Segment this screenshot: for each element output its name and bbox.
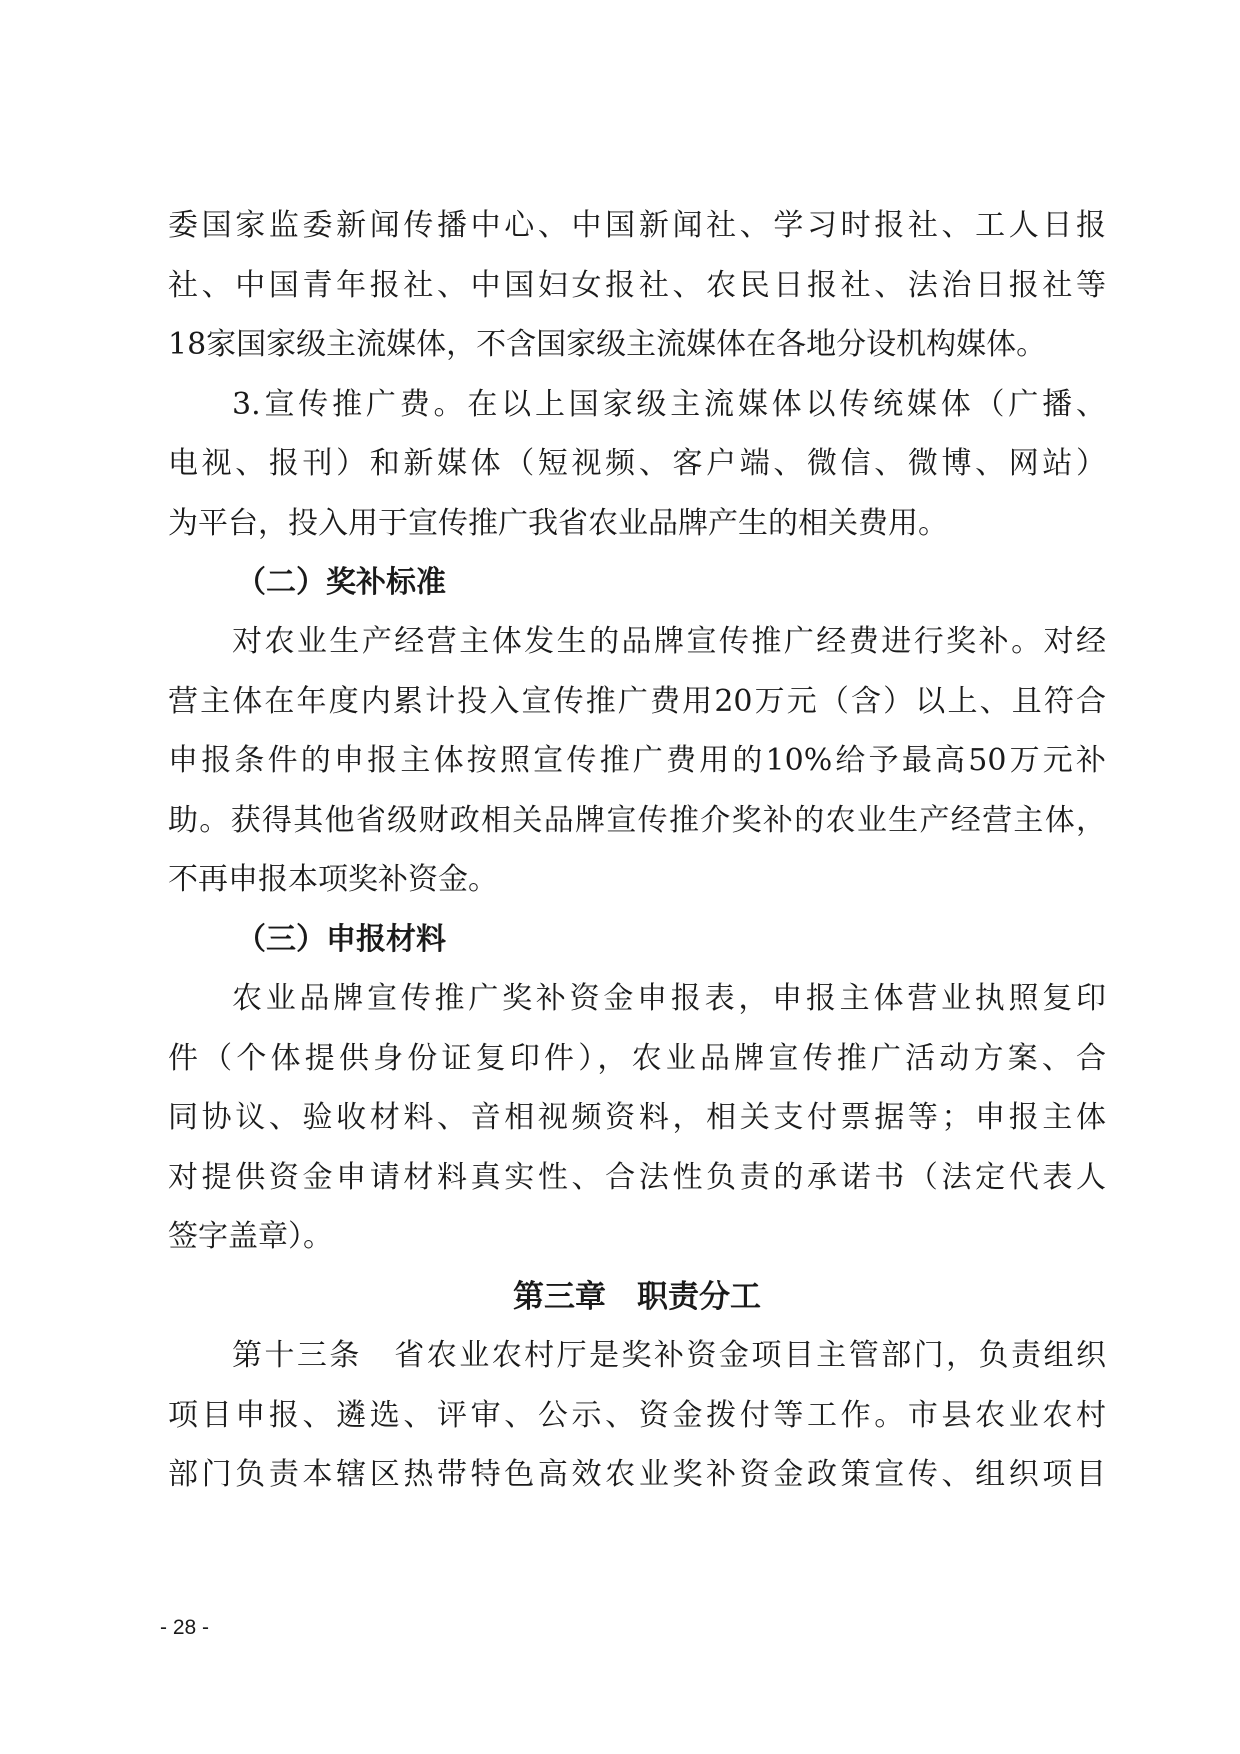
body-text-line: 签字盖章）。	[168, 1219, 333, 1254]
body-text-line: 申报条件的申报主体按照宣传推广费用的10%给予最高50万元补	[168, 743, 1106, 778]
body-text-line: 18家国家级主流媒体，不含国家级主流媒体在各地分设机构媒体。	[168, 327, 1047, 362]
body-text-line: 对农业生产经营主体发生的品牌宣传推广经费进行奖补。对经	[232, 624, 1106, 659]
body-text-line: 为平台，投入用于宣传推广我省农业品牌产生的相关费用。	[168, 506, 948, 541]
body-text-line: 农业品牌宣传推广奖补资金申报表，申报主体营业执照复印	[232, 981, 1106, 1016]
page-number: - 28 -	[160, 1616, 210, 1639]
section-heading: （三）申报材料	[236, 922, 446, 957]
chapter-heading: 第三章 职责分工	[513, 1279, 761, 1315]
section-heading: （二）奖补标准	[236, 565, 446, 600]
body-text-line: 3.宣传推广费。在以上国家级主流媒体以传统媒体（广播、	[232, 387, 1106, 422]
body-text-line: 件（个体提供身份证复印件），农业品牌宣传推广活动方案、合	[168, 1041, 1106, 1076]
body-text-line: 电视、报刊）和新媒体（短视频、客户端、微信、微博、网站）	[168, 446, 1106, 481]
body-text-line: 同协议、验收材料、音相视频资料，相关支付票据等；申报主体	[168, 1100, 1106, 1135]
body-text-line: 部门负责本辖区热带特色高效农业奖补资金政策宣传、组织项目	[168, 1457, 1106, 1492]
body-text-line: 对提供资金申请材料真实性、合法性负责的承诺书（法定代表人	[168, 1160, 1106, 1195]
body-text-line: 项目申报、遴选、评审、公示、资金拨付等工作。市县农业农村	[168, 1398, 1106, 1433]
body-text-line: 营主体在年度内累计投入宣传推广费用20万元（含）以上、且符合	[168, 684, 1106, 719]
body-text-line: 第十三条 省农业农村厅是奖补资金项目主管部门，负责组织	[232, 1338, 1106, 1373]
body-text-line: 委国家监委新闻传播中心、中国新闻社、学习时报社、工人日报	[168, 208, 1106, 243]
body-text-line: 不再申报本项奖补资金。	[168, 862, 498, 897]
body-text-line: 社、中国青年报社、中国妇女报社、农民日报社、法治日报社等	[168, 268, 1106, 303]
body-text-line: 助。获得其他省级财政相关品牌宣传推介奖补的农业生产经营主体，	[168, 803, 1106, 838]
